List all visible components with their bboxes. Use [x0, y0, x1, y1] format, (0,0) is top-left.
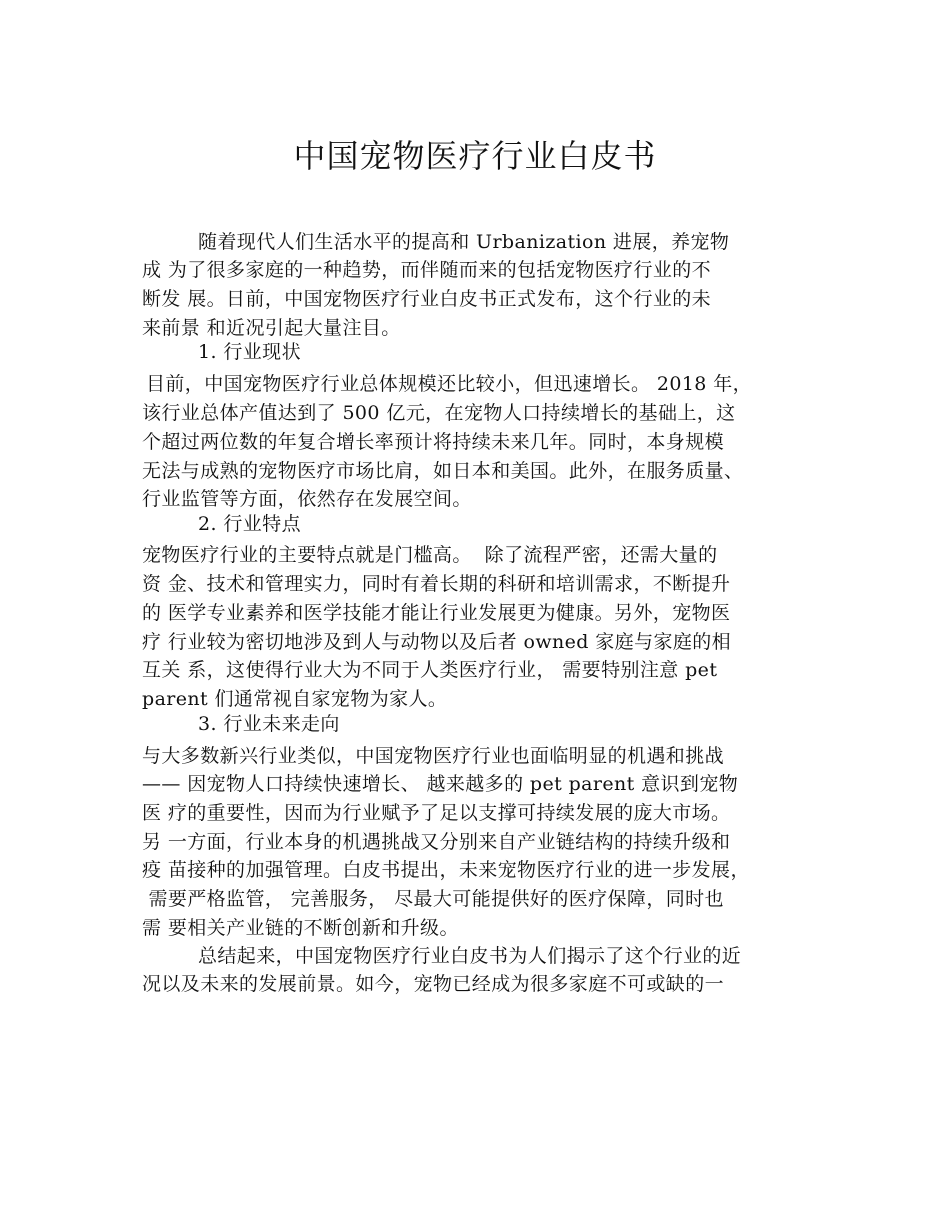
paragraph-line: 资 金、技术和管理实力，同时有着长期的科研和培训需求，不断提升 — [142, 573, 731, 595]
paragraph-line: 况以及未来的发展前景。如今，宠物已经成为很多家庭不可或缺的一 — [142, 973, 725, 995]
document-title: 中国宠物医疗行业白皮书 — [293, 137, 657, 175]
paragraph-line: 无法与成熟的宠物医疗市场比肩，如日本和美国。此外，在服务质量、 — [142, 460, 744, 482]
paragraph-line: 目前，中国宠物医疗行业总体规模还比较小，但迅速增长。 2018 年， — [146, 373, 753, 395]
section-heading: 1. 行业现状 — [198, 341, 301, 363]
paragraph-line: 随着现代人们生活水平的提高和 Urbanization 进展，养宠物 — [198, 231, 730, 253]
paragraph-line: 与大多数新兴行业类似，中国宠物医疗行业也面临明显的机遇和挑战 — [142, 745, 725, 767]
paragraph-line: 行业监管等方面，依然存在发展空间。 — [142, 488, 472, 510]
paragraph-line: 需 要相关产业链的不断创新和升级。 — [142, 917, 459, 939]
paragraph-line: 疗 行业较为密切地涉及到人与动物以及后者 owned 家庭与家庭的相 — [142, 631, 732, 653]
paragraph-line: 的 医学专业素养和医学技能才能让行业发展更为健康。另外，宠物医 — [142, 602, 731, 624]
paragraph-line: 互关 系，这使得行业大为不同于人类医疗行业， 需要特别注意 pet — [142, 659, 718, 681]
section-heading: 3. 行业未来走向 — [198, 713, 340, 735]
paragraph-line: parent 们通常视自家宠物为家人。 — [142, 688, 448, 710]
paragraph-line: 个超过两位数的年复合增长率预计将持续未来几年。同时，本身规模 — [142, 431, 725, 453]
paragraph-line: 需要严格监管， 完善服务， 尽最大可能提供好的医疗保障，同时也 — [142, 888, 724, 910]
section-heading: 2. 行业特点 — [198, 513, 301, 535]
paragraph-line: 该行业总体产值达到了 500 亿元，在宠物人口持续增长的基础上，这 — [142, 402, 736, 424]
paragraph-line: 宠物医疗行业的主要特点就是门槛高。 除了流程严密，还需大量的 — [142, 544, 718, 566]
paragraph-line: 医 疗的重要性，因而为行业赋予了足以支撑可持续发展的庞大市场。 — [142, 802, 731, 824]
paragraph-line: —— 因宠物人口持续快速增长、 越来越多的 pet parent 意识到宠物 — [142, 773, 739, 795]
paragraph-line: 另 一方面，行业本身的机遇挑战又分别来自产业链结构的持续升级和 — [142, 831, 731, 853]
paragraph-line: 断发 展。日前，中国宠物医疗行业白皮书正式发布，这个行业的未 — [142, 288, 712, 310]
paragraph-line: 来前景 和近况引起大量注目。 — [142, 317, 401, 339]
paragraph-line: 总结起来，中国宠物医疗行业白皮书为人们揭示了这个行业的近 — [198, 945, 742, 967]
paragraph-line: 成 为了很多家庭的一种趋势，而伴随而来的包括宠物医疗行业的不 — [142, 259, 712, 281]
paragraph-line: 疫 苗接种的加强管理。白皮书提出，未来宠物医疗行业的进一步发展， — [142, 859, 750, 881]
